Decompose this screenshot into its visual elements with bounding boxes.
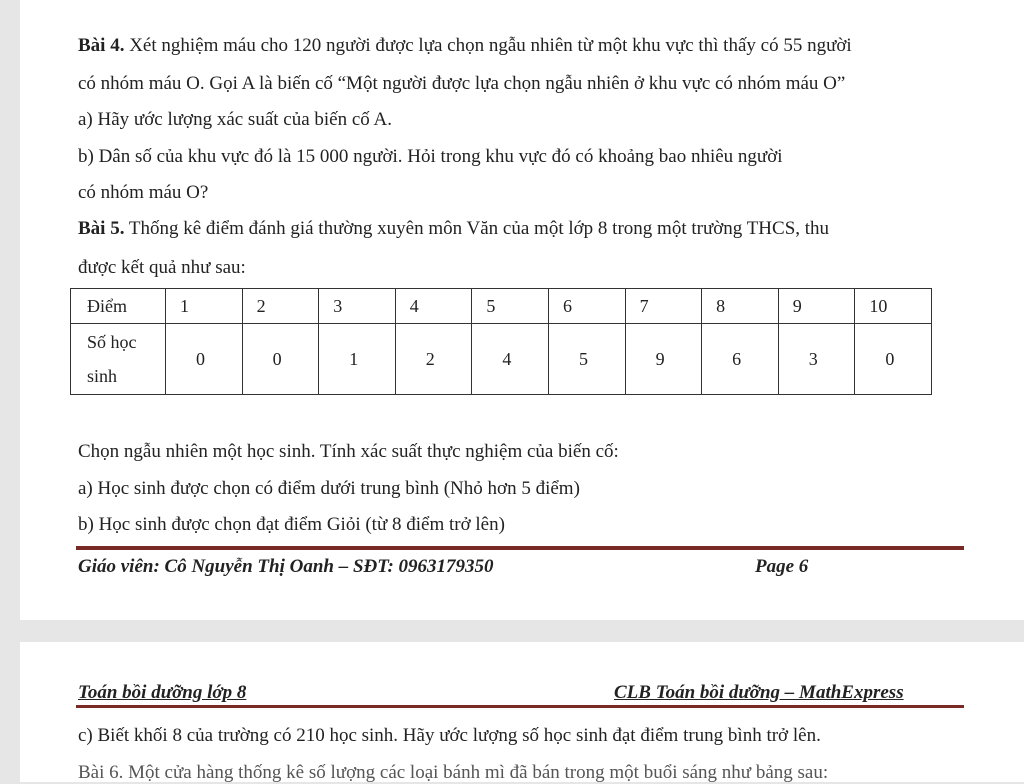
- count-cell: 1: [319, 324, 396, 395]
- bai5-label: Bài 5.: [78, 218, 125, 239]
- count-cell: 3: [778, 324, 855, 395]
- score-table: [70, 288, 932, 395]
- count-cell: 0: [166, 324, 243, 395]
- header-club: CLB Toán bồi dưỡng – MathExpress: [614, 682, 904, 703]
- score-cell: 1: [166, 289, 243, 324]
- footer-divider: [76, 546, 964, 550]
- count-cell: 9: [625, 324, 702, 395]
- count-cell: 2: [395, 324, 472, 395]
- score-cell: 4: [395, 289, 472, 324]
- footer-page-number: Page 6: [755, 556, 809, 577]
- bai4-question-a: a) Hãy ước lượng xác suất của biến cố A.: [78, 109, 392, 130]
- count-cell: 4: [472, 324, 549, 395]
- count-cell: 0: [242, 324, 319, 395]
- footer-teacher: Giáo viên: Cô Nguyễn Thị Oanh – SĐT: 0963179350: [78, 556, 494, 577]
- score-cell: 7: [625, 289, 702, 324]
- score-cell: 6: [548, 289, 625, 324]
- bai5-line-1: [78, 217, 829, 241]
- count-cell: 6: [702, 324, 779, 395]
- score-row: [71, 289, 932, 324]
- count-row-label-line-2: sinh: [87, 366, 118, 386]
- score-cell: 5: [472, 289, 549, 324]
- count-row: [71, 324, 932, 395]
- header-divider: [76, 705, 964, 708]
- bai4-question-b-line-1: b) Dân số của khu vực đó là 15 000 người. Hỏi trong khu vực đó có khoảng bao nhiêu người: [78, 146, 783, 167]
- header-course: Toán bồi dưỡng lớp 8: [78, 682, 247, 703]
- score-row-label: Điểm: [71, 289, 166, 324]
- score-cell: 8: [702, 289, 779, 324]
- bai4-label: Bài 4.: [78, 35, 125, 56]
- count-row-label: [71, 324, 166, 395]
- count-cell: 5: [548, 324, 625, 395]
- bai5-line-2: được kết quả như sau:: [78, 257, 246, 278]
- bai5-question-b: b) Học sinh được chọn đạt điểm Giỏi (từ 8 điểm trở lên): [78, 514, 505, 535]
- bai4-line-1: [78, 34, 852, 58]
- document-page-7: [20, 642, 1024, 782]
- score-cell: 3: [319, 289, 396, 324]
- bai4-line-2: có nhóm máu O. Gọi A là biến cố “Một người được lựa chọn ngẫu nhiên ở khu vực có nhóm máu O”: [78, 73, 846, 94]
- bai4-text: Xét nghiệm máu cho 120 người được lựa chọn ngẫu nhiên từ một khu vực thì thấy có 55 người: [124, 35, 852, 56]
- count-cell: 0: [855, 324, 932, 395]
- bai5-text: Thống kê điểm đánh giá thường xuyên môn Văn của một lớp 8 trong một trường THCS, thu: [124, 218, 830, 239]
- score-cell: 9: [778, 289, 855, 324]
- score-cell: 2: [242, 289, 319, 324]
- bai5-question-a: a) Học sinh được chọn có điểm dưới trung bình (Nhỏ hơn 5 điểm): [78, 478, 580, 499]
- bai4-question-b-line-2: có nhóm máu O?: [78, 182, 209, 203]
- bai6-line-1: Bài 6. Một cửa hàng thống kê số lượng các loại bánh mì đã bán trong một buổi sáng như bảng sau:: [78, 762, 829, 783]
- count-row-label-line-1: Số học: [87, 332, 137, 352]
- bai5-question: Chọn ngẫu nhiên một học sinh. Tính xác suất thực nghiệm của biến cố:: [78, 441, 619, 462]
- document-page-6: [20, 0, 1024, 620]
- bai5-question-c: c) Biết khối 8 của trường có 210 học sinh. Hãy ước lượng số học sinh đạt điểm trung bình trở lên.: [78, 725, 821, 746]
- score-cell: 10: [855, 289, 932, 324]
